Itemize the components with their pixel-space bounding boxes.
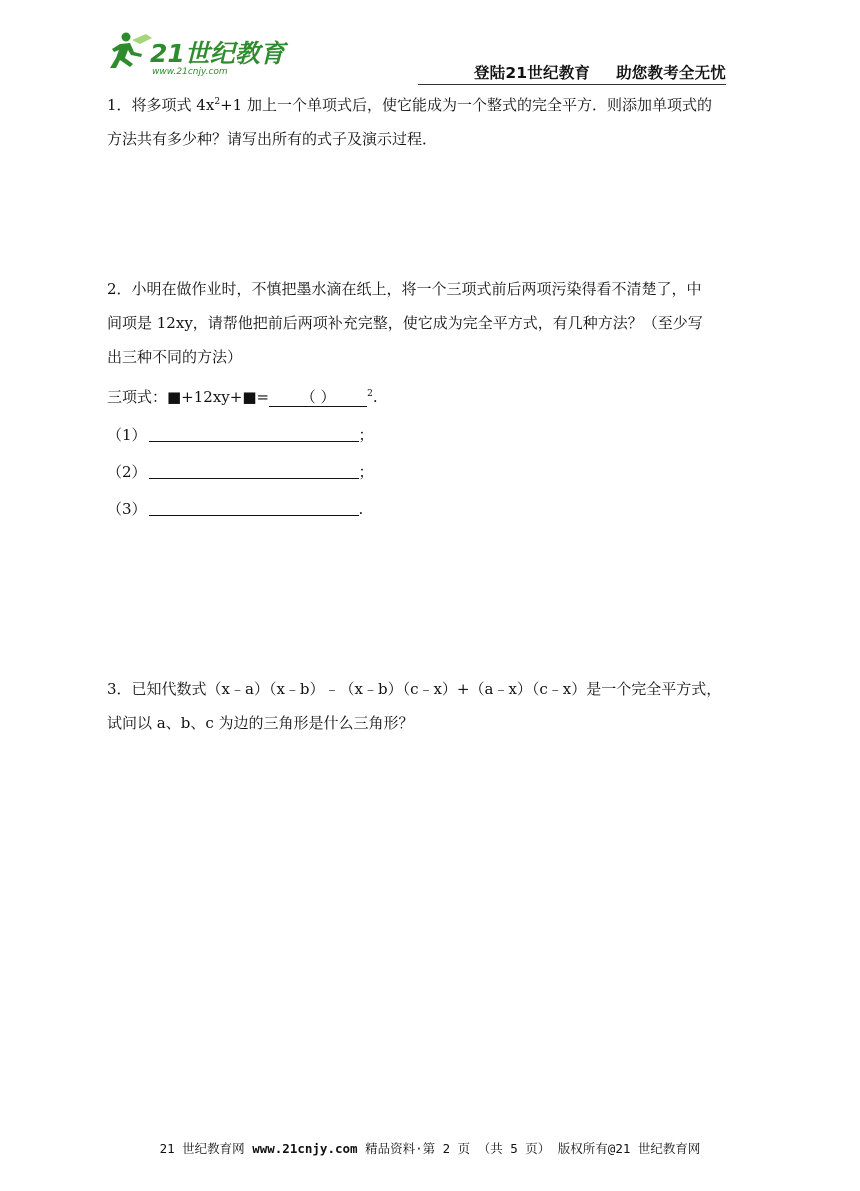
question-1-line-1: 1．将多项式 $4x^2+1$ 加上一个单项式后，使它能成为一个整式的完全平方．则添加单项式的 bbox=[107, 96, 712, 114]
footer-site-link[interactable]: www.21cnjy.com bbox=[252, 1141, 358, 1156]
answer-blank-3[interactable]: （3） . bbox=[107, 494, 363, 524]
question-2-line-3: 出三种不同的方法） bbox=[107, 348, 243, 366]
runner-icon bbox=[110, 33, 152, 69]
answer-blank-2[interactable]: （2） ； bbox=[107, 457, 374, 487]
question-3-line-1: 3．已知代数式（x﹣a）（x﹣b）﹣（x﹣b）（c﹣x）+（a﹣x）（c﹣x）是一个完全平方式， bbox=[107, 680, 722, 698]
header-slogan bbox=[474, 61, 726, 83]
logo bbox=[106, 28, 296, 78]
logo-text: 21世纪教育 bbox=[150, 39, 285, 68]
page-footer: 21 世纪教育网 www.21cnjy.com 精品资料·第 2 页 （共 5 页） 版权所有@21 世纪教育网 bbox=[159, 1141, 701, 1156]
question-2 bbox=[107, 272, 757, 374]
answer-underline bbox=[149, 497, 359, 516]
question-1 bbox=[107, 88, 757, 156]
logo-url: www.21cnjy.com bbox=[152, 67, 228, 77]
header-divider bbox=[418, 84, 726, 85]
answer-underline bbox=[149, 423, 359, 442]
square-blank[interactable]: （ ） bbox=[269, 388, 367, 407]
page-header bbox=[106, 28, 726, 88]
slogan-right: 助您教考全无忧 bbox=[616, 64, 726, 82]
trinomial-prefix: 三项式：■+12xy+■= bbox=[107, 388, 270, 406]
answer-blank-1[interactable]: （1） ； bbox=[107, 420, 374, 450]
question-2-line-1: 2．小明在做作业时，不慎把墨水滴在纸上，将一个三项式前后两项污染得看不清楚了，中 bbox=[107, 280, 702, 298]
question-2-line-2: 间项是 12xy，请帮他把前后两项补充完整，使它成为完全平方式，有几种方法？（至少写 bbox=[107, 314, 703, 332]
trinomial-expression: 三项式：■+12xy+■= （ ） $^2$. bbox=[107, 388, 378, 406]
square-exponent: 2 bbox=[367, 389, 373, 399]
question-3-line-2: 试问以 a、b、c 为边的三角形是什么三角形？ bbox=[107, 714, 414, 732]
answer-underline bbox=[149, 460, 359, 479]
question-1-line-2: 方法共有多少种？请写出所有的式子及演示过程． bbox=[107, 130, 438, 148]
slogan-left: 登陆21世纪教育 bbox=[473, 64, 591, 82]
question-3 bbox=[107, 672, 757, 740]
